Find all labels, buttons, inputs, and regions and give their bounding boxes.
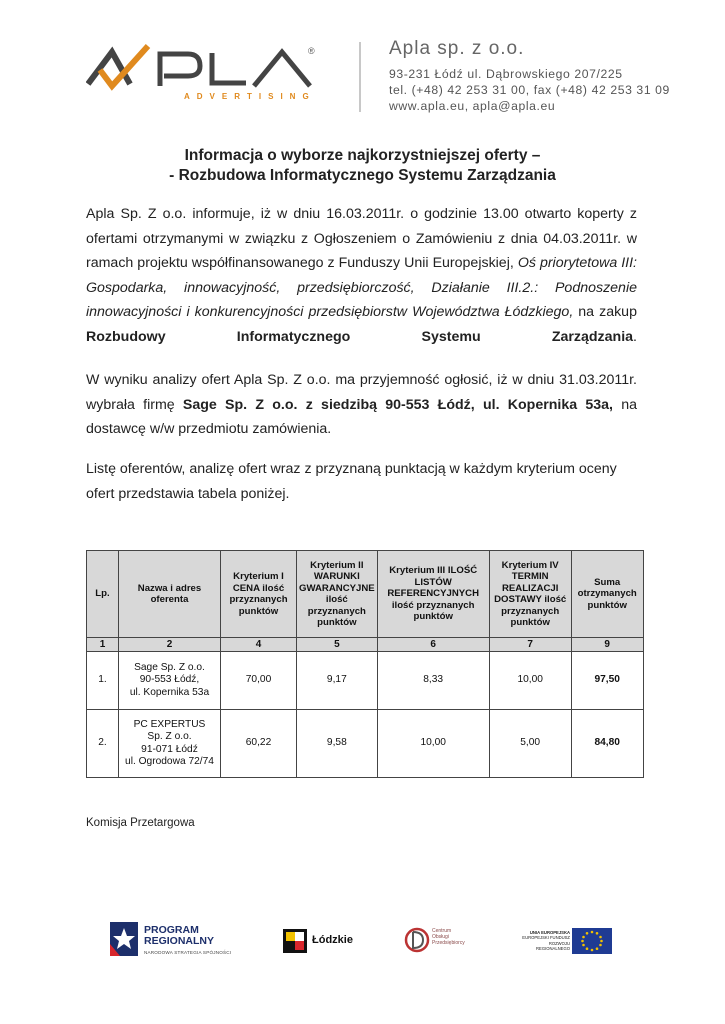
column-number: 7: [489, 638, 571, 652]
row-k1: 70,00: [221, 652, 297, 710]
column-number: 9: [571, 638, 643, 652]
offerer-line: ul. Ogrodowa 72/74: [125, 756, 214, 767]
p1-intro: Apla Sp. Z o.o. informuje, iż w dniu 16.03.2011r. o godzinie 13.00 otwarto koperty z ofertami otrzymanymi w związku z Ogłoszeniem o Zamówieniu z dnia 04.03.2011r. w ramach projektu współfinansowanego z Funduszy Unii Europejskiej,: [86, 206, 637, 271]
row-k1: 60,22: [221, 710, 297, 778]
p1-purchase-subject: Rozbudowy Informatycznego Systemu Zarządzania: [86, 328, 634, 345]
column-number: 1: [87, 638, 119, 652]
header-name: Nazwa i adres oferenta: [119, 551, 221, 638]
p1-program: Oś priorytetowa III: Gospodarka, innowacyjność, przedsiębiorczość, Działanie III.2.: Podnoszenie innowacyjności i konkurencyjności przedsiębiorstw Województwa Łódzkiego,: [86, 255, 637, 320]
p1-purchase-prefix: na zakup: [578, 304, 637, 320]
program-line-2: REGIONALNY: [144, 935, 215, 947]
table-row: [87, 710, 644, 778]
eu-line-2: EUROPEJSKI FUNDUSZ: [522, 935, 570, 941]
centrum-emblem-icon: [404, 926, 430, 954]
offers-table: [86, 550, 644, 778]
header-k1: Kryterium I CENA ilość przyznanych punktów: [221, 551, 297, 638]
row-k2: 9,58: [297, 710, 378, 778]
company-name: Apla sp. z o.o.: [389, 38, 525, 59]
eu-flag-icon: [572, 928, 612, 954]
p2-winner: Sage Sp. Z o.o. z siedzibą 90-553 Łódź, ul. Kopernika 53a,: [182, 396, 613, 413]
offerer-line: PC EXPERTUS: [133, 718, 206, 730]
header-divider: [359, 42, 361, 112]
company-web[interactable]: www.apla.eu, apla@apla.eu: [389, 99, 556, 113]
offerer-line: Sage Sp. Z o.o.: [134, 661, 205, 673]
eu-fund-logo: [514, 928, 614, 956]
centrum-line-1: Centrum: [432, 928, 452, 934]
row-k3: 8,33: [377, 652, 489, 710]
row-offerer: [119, 652, 221, 710]
row-k2: 9,17: [297, 652, 378, 710]
table-header-row: [87, 551, 644, 638]
row-offerer: [119, 710, 221, 778]
offerer-line: 91-071 Łódź: [141, 743, 198, 755]
header-k4: Kryterium IV TERMIN REALIZACJI DOSTAWY ilość przyznanych punktów: [489, 551, 571, 638]
column-number: 4: [221, 638, 297, 652]
title-line-1: Informacja o wyborze najkorzystniejszej oferty –: [184, 147, 541, 164]
eu-line-1: UNIA EUROPEJSKA: [529, 930, 570, 935]
logo-subtitle: ADVERTISING: [184, 92, 316, 101]
paragraph-result: [86, 368, 637, 442]
program-line-1: PROGRAM: [144, 924, 199, 936]
paragraph-table-intro: Listę oferentów, analizę ofert wraz z przyznaną punktacją w każdym kryterium oceny ofert przedstawia tabela poniżej.: [86, 461, 617, 502]
centrum-obslugi-logo: [404, 926, 470, 956]
star-icon: [108, 920, 140, 958]
column-number: 5: [297, 638, 378, 652]
company-phones: tel. (+48) 42 253 31 00, fax (+48) 42 253 31 09: [389, 83, 670, 97]
table-row: [87, 652, 644, 710]
registered-mark: ®: [308, 46, 315, 56]
offerer-line: Sp. Z o.o.: [147, 731, 192, 742]
lodzkie-emblem-icon: [282, 928, 308, 954]
header-sum: Suma otrzymanych punktów: [571, 551, 643, 638]
lodzkie-label: Łódzkie: [312, 934, 353, 946]
program-regionalny-logo: [108, 918, 238, 960]
row-k4: 5,00: [489, 710, 571, 778]
p1-end: .: [633, 328, 637, 345]
row-k4: 10,00: [489, 652, 571, 710]
centrum-line-3: Przedsiębiorcy: [432, 940, 465, 946]
apla-logo: [86, 40, 322, 108]
header-k3: Kryterium III ILOŚĆ LISTÓW REFERENCYJNYCH ilość przyznanych punktów: [377, 551, 489, 638]
signature-committee: Komisja Przetargowa: [86, 817, 195, 829]
row-lp: 2.: [87, 710, 119, 778]
paragraph-opening: [86, 202, 637, 349]
lodzkie-logo: [282, 928, 354, 954]
row-k3: 10,00: [377, 710, 489, 778]
program-line-3: NARODOWA STRATEGIA SPÓJNOŚCI: [144, 950, 232, 955]
row-sum: 97,50: [571, 652, 643, 710]
row-sum: 84,80: [571, 710, 643, 778]
row-lp: 1.: [87, 652, 119, 710]
company-info: [389, 38, 670, 114]
offerer-line: 90-553 Łódź,: [139, 674, 200, 686]
column-number: 2: [119, 638, 221, 652]
p2-text-b: na dostawcę w/w przedmiotu zamówienia.: [86, 396, 638, 437]
company-address: 93-231 Łódź ul. Dąbrowskiego 207/225: [389, 67, 623, 81]
centrum-line-2: Obsługi: [432, 934, 449, 940]
column-number-row: [87, 638, 644, 652]
eu-line-3: ROZWOJU REGIONALNEGO: [536, 940, 570, 952]
document-title: [0, 146, 725, 186]
column-number: 6: [377, 638, 489, 652]
header-k2: Kryterium II WARUNKI GWARANCYJNE ilość przyznanych punktów: [297, 551, 378, 638]
p2-text-a: W wyniku analizy ofert Apla Sp. Z o.o. ma przyjemność ogłosić, iż w dniu 31.03.2011r. wybrała firmę: [86, 372, 637, 413]
title-line-2: - Rozbudowa Informatycznego Systemu Zarządzania: [169, 167, 556, 184]
header-lp: Lp.: [87, 551, 119, 638]
offerer-line: ul. Kopernika 53a: [129, 686, 210, 698]
